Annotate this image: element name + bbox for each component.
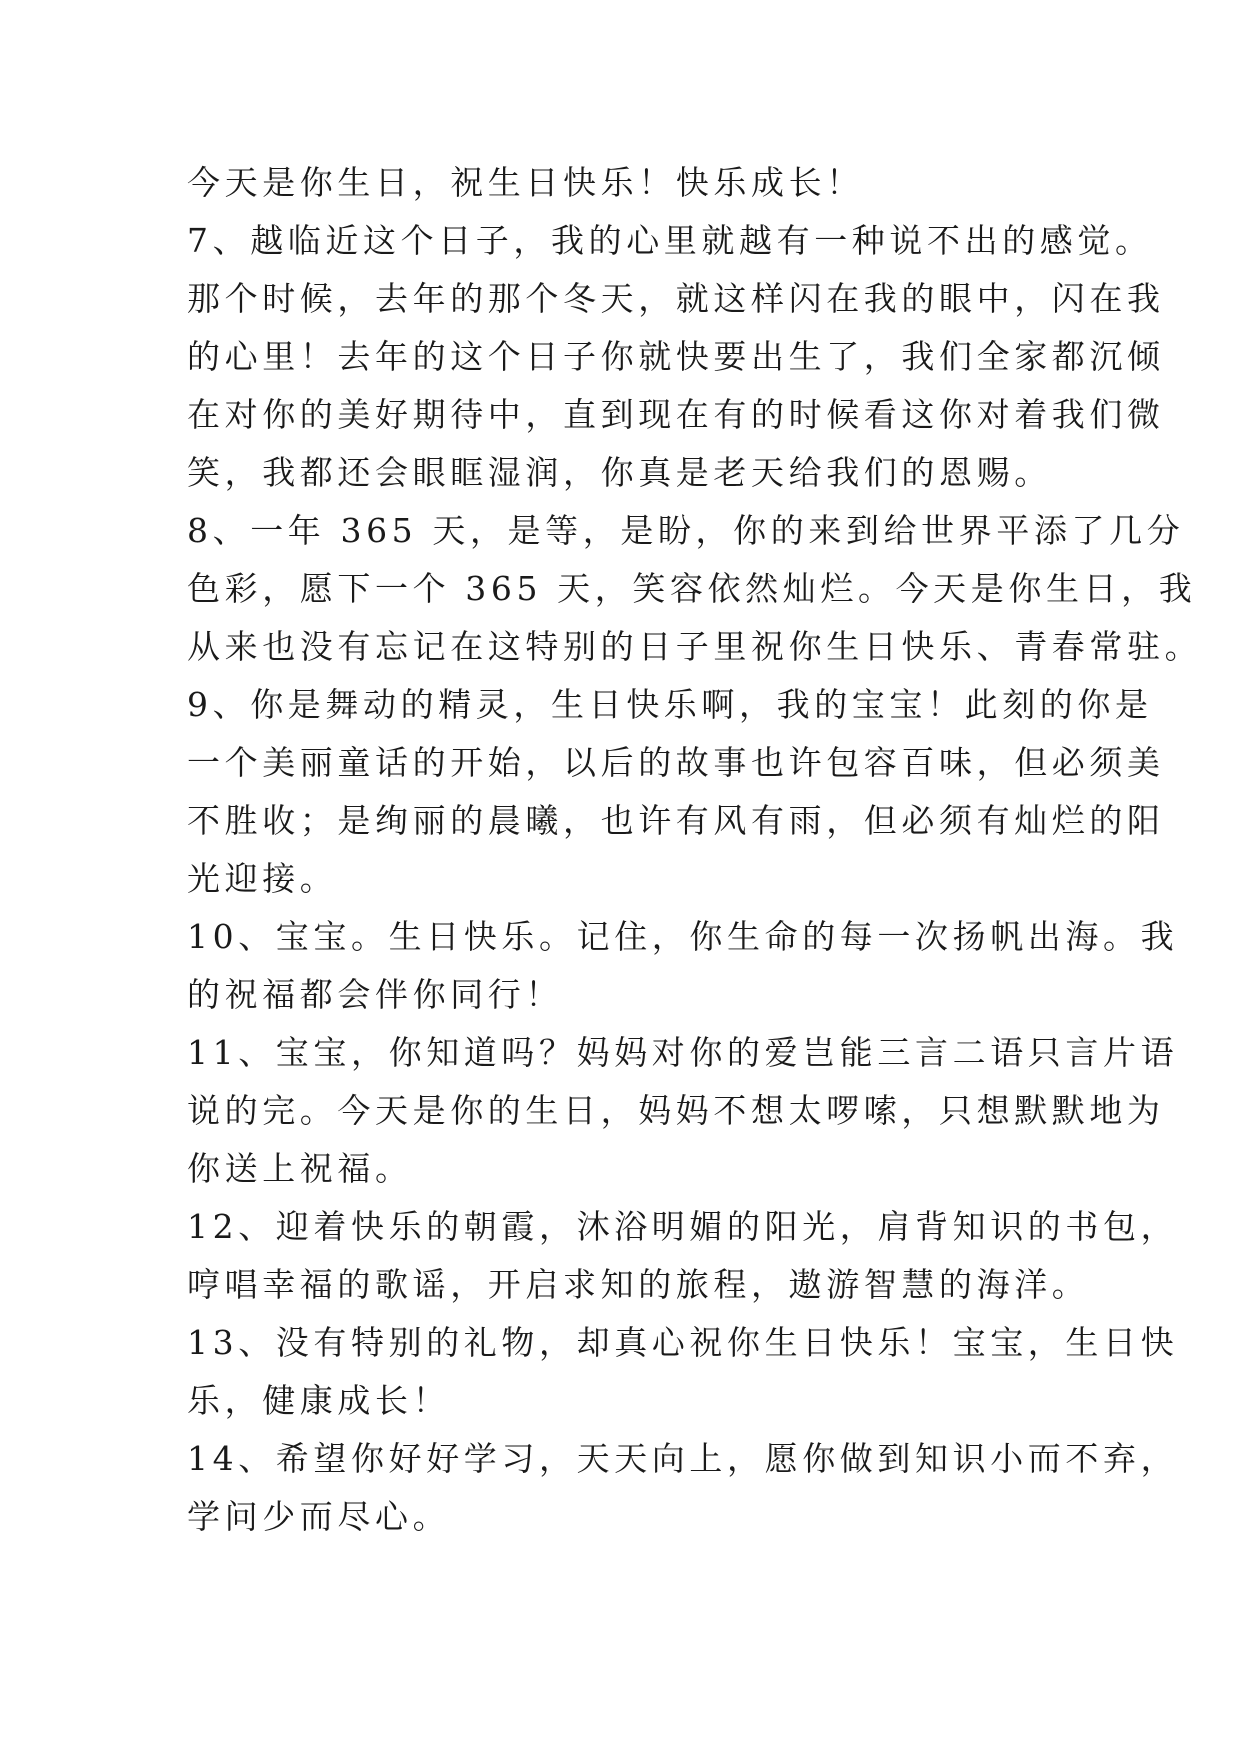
text-line: 说的完。今天是你的生日，妈妈不想太啰嗦，只想默默地为 [187, 1091, 1165, 1130]
text-line: 今天是你生日，祝生日快乐！快乐成长！ [187, 163, 864, 202]
text-line: 你送上祝福。 [187, 1149, 413, 1188]
text-line: 9、你是舞动的精灵，生日快乐啊，我的宝宝！此刻的你是 [187, 685, 1153, 724]
text-line: 色彩，愿下一个 365 天，笑容依然灿烂。今天是你生日，我 [187, 569, 1197, 608]
text-line: 11、宝宝，你知道吗？妈妈对你的爱岂能三言二语只言片语 [187, 1033, 1179, 1072]
text-line: 14、希望你好好学习，天天向上，愿你做到知识小而不弃， [187, 1439, 1179, 1478]
text-line: 乐，健康成长！ [187, 1381, 451, 1420]
text-line: 一个美丽童话的开始，以后的故事也许包容百味，但必须美 [187, 743, 1165, 782]
text-line: 那个时候，去年的那个冬天，就这样闪在我的眼中，闪在我 [187, 279, 1165, 318]
text-line: 8、一年 365 天，是等，是盼，你的来到给世界平添了几分 [187, 511, 1185, 550]
text-line: 从来也没有忘记在这特别的日子里祝你生日快乐、青春常驻。 [187, 627, 1203, 666]
text-line: 13、没有特别的礼物，却真心祝你生日快乐！宝宝，生日快 [187, 1323, 1179, 1362]
text-line: 学问少而尽心。 [187, 1497, 451, 1536]
text-line: 7、越临近这个日子，我的心里就越有一种说不出的感觉。 [187, 221, 1153, 260]
text-line: 不胜收；是绚丽的晨曦，也许有风有雨，但必须有灿烂的阳 [187, 801, 1165, 840]
text-line: 在对你的美好期待中，直到现在有的时候看这你对着我们微 [187, 395, 1165, 434]
text-line: 的祝福都会伴你同行！ [187, 975, 563, 1014]
text-line: 光迎接。 [187, 859, 338, 898]
text-line: 笑，我都还会眼眶湿润，你真是老天给我们的恩赐。 [187, 453, 1052, 492]
text-line: 10、宝宝。生日快乐。记住，你生命的每一次扬帆出海。我 [187, 917, 1179, 956]
text-line: 哼唱幸福的歌谣，开启求知的旅程，遨游智慧的海洋。 [187, 1265, 1090, 1304]
text-line: 的心里！去年的这个日子你就快要出生了，我们全家都沉倾 [187, 337, 1165, 376]
text-line: 12、迎着快乐的朝霞，沐浴明媚的阳光，肩背知识的书包， [187, 1207, 1179, 1246]
